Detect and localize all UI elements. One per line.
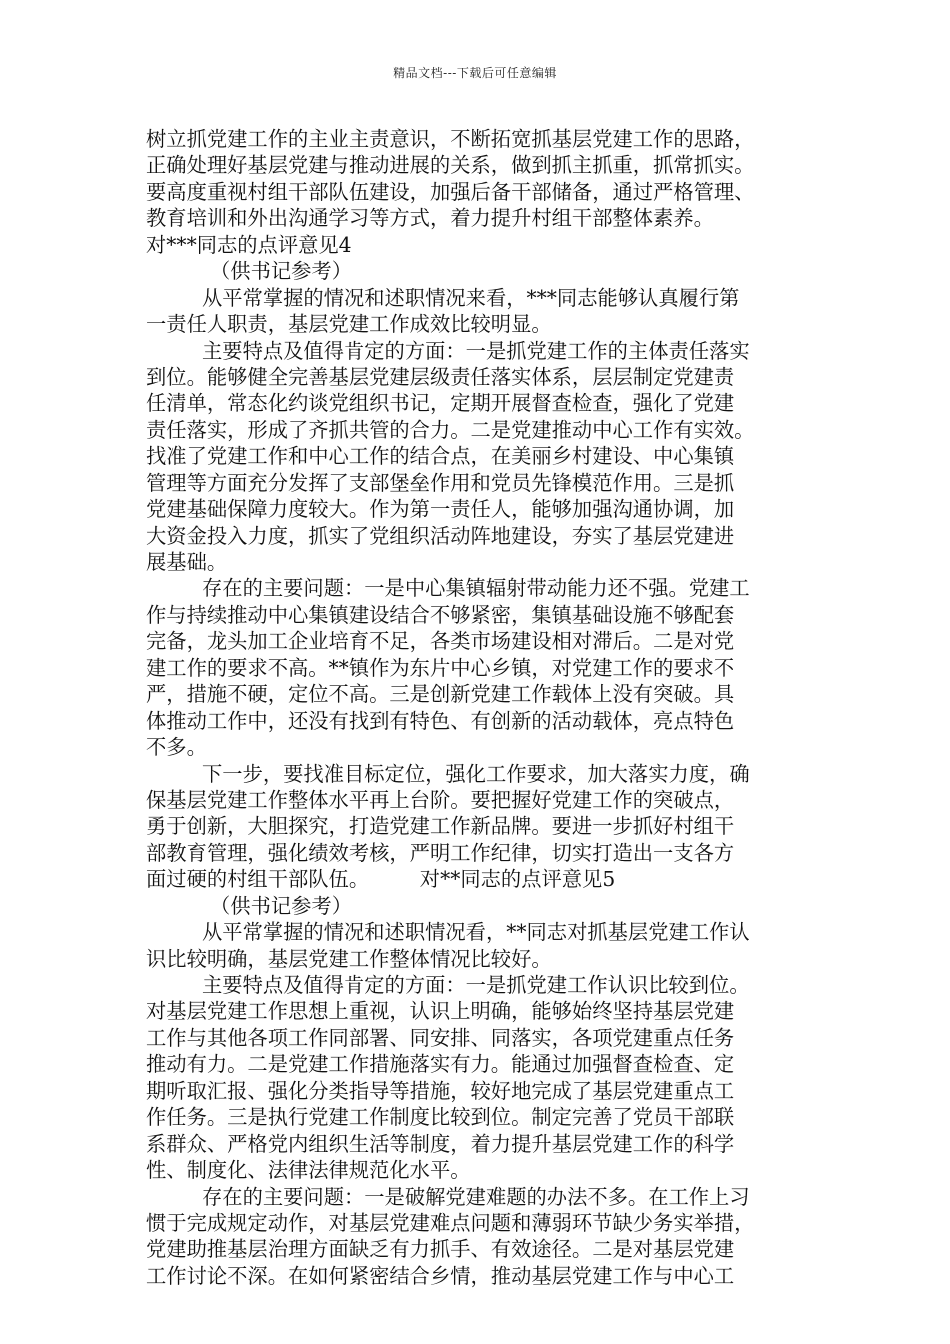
text-line: （供书记参考） (210, 259, 352, 284)
text-line: 一责任人职责，基层党建工作成效比较明显。 (146, 312, 552, 337)
text-line: 存在的主要问题：一是破解党建难题的办法不多。在工作上习 (202, 1184, 750, 1209)
text-line: 完备，龙头加工企业培育不足，各类市场建设相对滞后。二是对党 (146, 629, 735, 654)
text-line: 系群众、严格党内组织生活等制度，着力提升基层党建工作的科学 (146, 1131, 735, 1156)
text-line: 任清单，常态化约谈党组织书记，定期开展督查检查，强化了党建 (146, 391, 735, 416)
text-line: 存在的主要问题：一是中心集镇辐射带动能力还不强。党建工 (202, 576, 750, 601)
text-line: 勇于创新，大胆探究，打造党建工作新品牌。要进一步抓好村组干 (146, 814, 735, 839)
text-line: 展基础。 (146, 550, 228, 574)
text-line: 期听取汇报、强化分类指导等措施，较好地完成了基层党建重点工 (146, 1078, 735, 1103)
text-line: 推动有力。二是党建工作措施落实有力。能通过加强督查检查、定 (146, 1052, 735, 1077)
text-line: 正确处理好基层党建与推动进展的关系，做到抓主抓重，抓常抓实。 (146, 153, 755, 178)
text-line: 面过硬的村组干部队伍。 对**同志的点评意见5 (146, 867, 616, 892)
page-header: 精品文档---下载后可任意编辑 (393, 66, 557, 80)
text-line: （供书记参考） (210, 893, 352, 918)
text-line: 性、制度化、法律法律规范化水平。 (146, 1158, 471, 1183)
text-line: 责任落实，形成了齐抓共管的合力。二是党建推动中心工作有实效。 (146, 417, 755, 442)
text-line: 树立抓党建工作的主业主责意识，不断拓宽抓基层党建工作的思路， (146, 127, 755, 151)
text-line: 建工作的要求不高。**镇作为东片中心乡镇，对党建工作的要求不 (146, 655, 735, 680)
text-line: 作任务。三是执行党建工作制度比较到位。制定完善了党员干部联 (146, 1105, 735, 1130)
text-line: 教育培训和外出沟通学习等方式，着力提升村组干部整体素养。 (146, 206, 714, 231)
text-line: 主要特点及值得肯定的方面：一是抓党建工作的主体责任落实 (202, 338, 750, 363)
text-line: 要高度重视村组干部队伍建设，加强后备干部储备，通过严格管理、 (146, 179, 755, 204)
text-line: 管理等方面充分发挥了支部堡垒作用和党员先锋模范作用。三是抓 (146, 470, 735, 495)
text-line: 作与持续推动中心集镇建设结合不够紧密，集镇基础设施不够配套 (146, 602, 735, 627)
text-line: 从平常掌握的情况和述职情况来看，***同志能够认真履行第 (202, 285, 740, 310)
text-line: 党建助推基层治理方面缺乏有力抓手、有效途径。二是对基层党建 (146, 1237, 735, 1262)
text-line: 工作与其他各项工作同部署、同安排、同落实，各项党建重点任务 (146, 1025, 735, 1050)
text-line: 党建基础保障力度较大。作为第一责任人，能够加强沟通协调，加 (146, 497, 735, 522)
text-line: 保基层党建工作整体水平再上台阶。要把握好党建工作的突破点， (146, 787, 735, 812)
text-line: 识比较明确，基层党建工作整体情况比较好。 (146, 946, 552, 971)
text-line: 对***同志的点评意见4 (146, 232, 352, 257)
text-line: 到位。能够健全完善基层党建层级责任落实体系，层层制定党建责 (146, 364, 735, 389)
text-line: 主要特点及值得肯定的方面：一是抓党建工作认识比较到位。 (202, 973, 750, 997)
text-line: 对基层党建工作思想上重视，认识上明确，能够始终坚持基层党建 (146, 999, 735, 1024)
text-line: 惯于完成规定动作，对基层党建难点问题和薄弱环节缺少务实举措， (146, 1210, 755, 1235)
text-line: 部教育管理，强化绩效考核，严明工作纪律，切实打造出一支各方 (146, 840, 735, 865)
text-line: 体推动工作中，还没有找到有特色、有创新的活动载体，亮点特色 (146, 708, 735, 733)
document-body (146, 126, 811, 1289)
text-line: 严，措施不硬，定位不高。三是创新党建工作载体上没有突破。具 (146, 682, 735, 707)
text-line: 大资金投入力度，抓实了党组织活动阵地建设，夯实了基层党建进 (146, 523, 735, 548)
text-line: 工作讨论不深。在如何紧密结合乡情，推动基层党建工作与中心工 (146, 1263, 735, 1288)
text-line: 从平常掌握的情况和述职情况看，**同志对抓基层党建工作认 (202, 920, 750, 945)
text-line: 不多。 (146, 735, 207, 760)
text-line: 找准了党建工作和中心工作的结合点，在美丽乡村建设、中心集镇 (146, 444, 735, 469)
text-line: 下一步，要找准目标定位，强化工作要求，加大落实力度，确 (202, 761, 750, 786)
